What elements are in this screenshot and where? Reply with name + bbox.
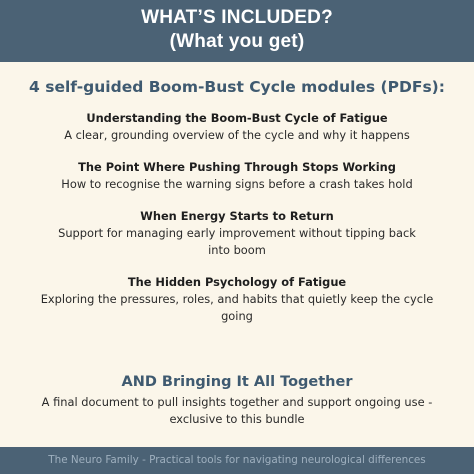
header-subtitle: (What you get): [169, 31, 305, 52]
module-title: When Energy Starts to Return: [140, 209, 334, 223]
module-description: Exploring the pressures, roles, and habits that quietly keep the cycle going: [40, 292, 434, 323]
footer-banner: The Neuro Family - Practical tools for navigating neurological differences: [0, 447, 474, 474]
module-item: [12, 159, 462, 193]
header-banner: [0, 0, 474, 62]
header-title: WHAT’S INCLUDED?: [141, 7, 333, 28]
module-description: A clear, grounding overview of the cycle and why it happens: [64, 128, 410, 142]
bundle-description: A final document to pull insights together and support ongoing use - exclusive to this bundle: [41, 395, 433, 426]
modules-list: [12, 110, 462, 340]
module-title: Understanding the Boom-Bust Cycle of Fatigue: [86, 111, 388, 125]
module-item: [12, 110, 462, 144]
module-description: Support for managing early improvement without tipping back into boom: [58, 226, 416, 257]
module-title: The Hidden Psychology of Fatigue: [127, 275, 347, 289]
module-item: [12, 208, 462, 259]
modules-heading: 4 self-guided Boom-Bust Cycle modules (PDFs):: [29, 78, 445, 96]
module-title: The Point Where Pushing Through Stops Working: [78, 160, 396, 174]
module-item: [12, 274, 462, 325]
bundle-title: AND Bringing It All Together: [121, 374, 353, 390]
module-description: How to recognise the warning signs before a crash takes hold: [61, 177, 413, 191]
bundle-summary: [0, 372, 474, 428]
